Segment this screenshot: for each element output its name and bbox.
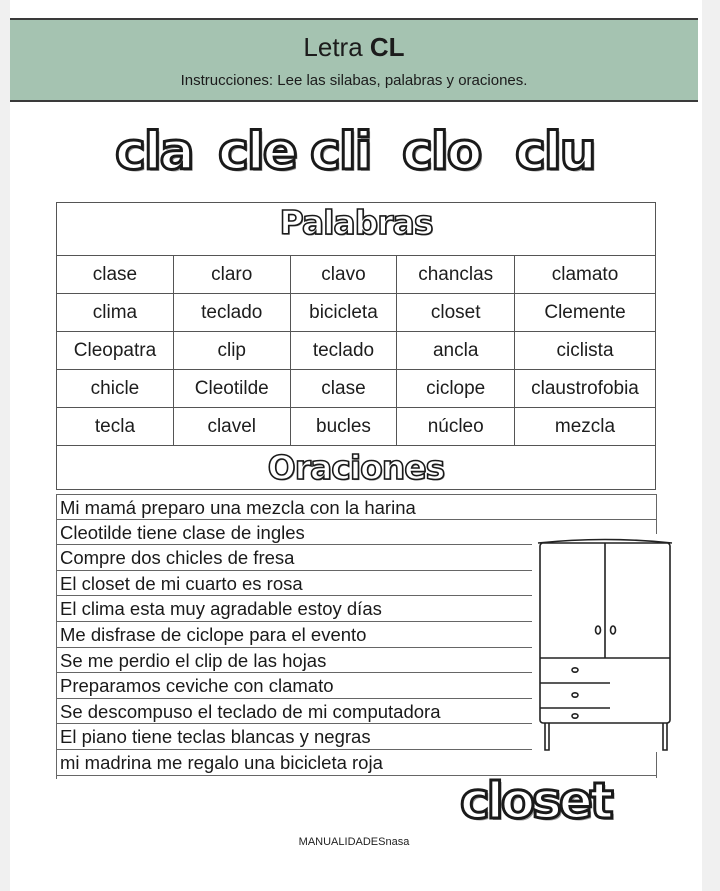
word-cell: bicicleta <box>290 294 397 332</box>
word-cell: closet <box>397 294 515 332</box>
word-cell: teclado <box>290 332 397 370</box>
word-cell: Cleotilde <box>173 370 290 408</box>
table-row <box>57 256 656 294</box>
word-cell: chicle <box>57 370 174 408</box>
title-letters: CL <box>369 32 405 62</box>
word-cell: clase <box>57 256 174 294</box>
syllable-clo: clo <box>402 122 481 182</box>
word-cell: tecla <box>57 408 174 446</box>
word-cell: teclado <box>173 294 290 332</box>
word-cell: ancla <box>397 332 515 370</box>
syllable-cle: cle <box>218 122 296 182</box>
sentences-heading: Oraciones <box>267 448 445 487</box>
sentence-line: Se descompuso el teclado de mi computadora <box>56 699 532 725</box>
word-cell: núcleo <box>397 408 515 446</box>
word-cell: clavo <box>290 256 397 294</box>
syllable-cli: cli <box>310 122 371 182</box>
syllables-row <box>100 122 620 192</box>
word-cell: clip <box>173 332 290 370</box>
instructions-text: Instrucciones: Lee las silabas, palabras y oraciones. <box>180 72 528 89</box>
sentence-line: mi madrina me regalo una bicicleta roja <box>56 750 656 776</box>
word-cell: bucles <box>290 408 397 446</box>
sentence-line: El clima esta muy agradable estoy días <box>56 596 532 622</box>
word-cell: ciclista <box>515 332 656 370</box>
table-row <box>57 294 656 332</box>
sentence-line: Mi mamá preparo una mezcla con la harina <box>56 494 656 520</box>
word-cell: mezcla <box>515 408 656 446</box>
sentence-line: El piano tiene teclas blancas y negras <box>56 724 532 750</box>
sentence-line: Se me perdio el clip de las hojas <box>56 648 532 674</box>
word-cell: claustrofobia <box>515 370 656 408</box>
right-margin <box>702 0 720 891</box>
word-cell: chanclas <box>397 256 515 294</box>
word-cell: clavel <box>173 408 290 446</box>
table-row <box>57 408 656 446</box>
sentence-line: Me disfrase de ciclope para el evento <box>56 622 532 648</box>
word-cell: clamato <box>515 256 656 294</box>
footer-credit: MANUALIDADESnasa <box>298 836 410 848</box>
sentences-left-border <box>56 494 57 779</box>
word-cell: Cleopatra <box>57 332 174 370</box>
word-cell: ciclope <box>397 370 515 408</box>
table-row <box>57 370 656 408</box>
word-cell: Clemente <box>515 294 656 332</box>
page-title <box>10 32 698 63</box>
sentence-line: Cleotilde tiene clase de ingles <box>56 520 532 546</box>
syllable-cla: cla <box>115 122 193 182</box>
header-banner <box>10 18 698 102</box>
word-cell: claro <box>173 256 290 294</box>
sentences-right-border-top <box>656 494 657 534</box>
word-cell: clima <box>57 294 174 332</box>
sentence-line: El closet de mi cuarto es rosa <box>56 571 532 597</box>
words-heading: Palabras <box>279 203 433 242</box>
wardrobe-icon <box>535 538 680 758</box>
wardrobe-caption: closet <box>460 772 611 830</box>
sentence-line: Preparamos ceviche con clamato <box>56 673 532 699</box>
title-prefix: Letra <box>303 32 363 62</box>
word-cell: clase <box>290 370 397 408</box>
table-row <box>57 332 656 370</box>
syllable-clu: clu <box>515 122 595 182</box>
words-table <box>56 255 656 446</box>
sentence-line: Compre dos chicles de fresa <box>56 545 532 571</box>
left-margin <box>0 0 10 891</box>
